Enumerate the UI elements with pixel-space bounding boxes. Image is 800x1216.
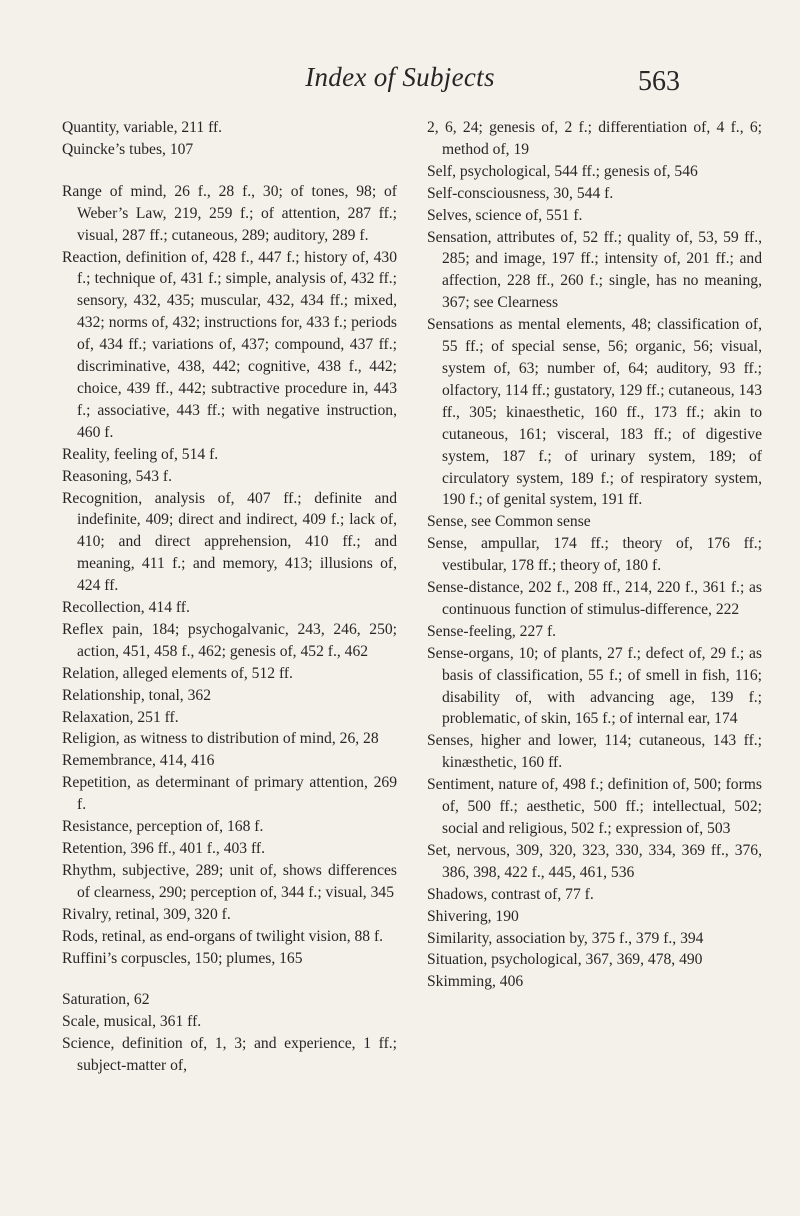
index-entry: Sense, see Common sense [427, 513, 591, 531]
index-entry: Sentiment, nature of, 498 f.; definition of, 500; forms of, 500 ff.; aesthetic, 500 ff.; intellectual, 502; social and religious, 502 f.; expression of, 503 [427, 776, 762, 837]
index-entry: Relaxation, 251 ff. [62, 708, 179, 726]
index-entry: Self-consciousness, 30, 544 f. [427, 184, 614, 202]
section-gap [62, 969, 397, 989]
index-entry: Sense-distance, 202 f., 208 ff., 214, 220 f., 361 f.; as continuous function of stimulus-difference, 222 [427, 579, 762, 618]
index-entry: Self, psychological, 544 ff.; genesis of, 546 [427, 162, 698, 180]
index-columns [62, 117, 762, 1077]
index-entry: Situation, psychological, 367, 369, 478, 490 [427, 951, 703, 969]
index-column-left [62, 117, 397, 1077]
index-entry: Scale, musical, 361 ff. [62, 1013, 202, 1031]
index-entry: Recollection, 414 ff. [62, 599, 190, 617]
index-entry: Sense-feeling, 227 f. [427, 622, 557, 640]
index-entry: Selves, science of, 551 f. [427, 206, 583, 224]
index-entry: Skimming, 406 [427, 973, 524, 991]
index-entry: Rhythm, subjective, 289; unit of, shows differences of clearness, 290; perception of, 344 f.; visual, 345 [62, 861, 397, 901]
index-entry: Quantity, variable, 211 ff. [62, 119, 223, 136]
index-entry: Relationship, tonal, 362 [62, 686, 211, 704]
index-entry: Quincke’s tubes, 107 [62, 140, 194, 158]
index-entry: Reasoning, 543 f. [62, 467, 173, 485]
page-number: 563 [638, 66, 680, 97]
index-entry: Retention, 396 ff., 401 f., 403 ff. [62, 840, 265, 857]
index-entry: Shadows, contrast of, 77 f. [427, 885, 594, 903]
index-entry: Reflex pain, 184; psychogalvanic, 243, 246, 250; action, 451, 458 f., 462; genesis of, 452 f., 462 [62, 620, 397, 660]
running-head: Index of Subjects [305, 62, 495, 92]
index-entry: Religion, as witness to distribution of mind, 26, 28 [62, 730, 379, 748]
index-entry: Reality, feeling of, 514 f. [62, 445, 219, 463]
index-entry: Sensations as mental elements, 48; classification of, 55 ff.; of special sense, 56; organic, 56; visual, system of, 63; number of, 64; auditory, 93 ff.; olfactory, 114 ff.; gustatory, 129 ff.; cutaneous, 143 ff., 305; kinaesthetic, 160 ff., 173 ff.; akin to cutaneous, 161; visceral, 183 ff.; of digestive system, 187 f.; of urinary system, 189; of circulatory system, 189 f.; of respiratory system, 190 f.; of genital system, 191 ff. [427, 316, 762, 509]
index-entry: Range of mind, 26 f., 28 f., 30; of tones, 98; of Weber’s Law, 219, 259 f.; of attention, 287 ff.; visual, 287 ff.; cutaneous, 289; auditory, 289 f. [62, 182, 397, 244]
index-entry: Science, definition of, 1, 3; and experience, 1 ff.; subject-matter of, [62, 1035, 397, 1075]
index-entry: Rivalry, retinal, 309, 320 f. [62, 905, 231, 923]
index-entry: Recognition, analysis of, 407 ff.; definite and indefinite, 409; direct and indirect, 409 f.; lack of, 410; and direct apprehension, 410 ff.; and meaning, 411 f.; and memory, 413; illusions of, 424 ff. [62, 489, 397, 595]
index-entry: Reaction, definition of, 428 f., 447 f.; history of, 430 f.; technique of, 431 f.; simple, analysis of, 432 ff.; sensory, 432, 435; muscular, 432, 434 ff.; mixed, 432; norms of, 432; instructions for, 433 f.; periods of, 434 ff.; variations of, 437; compound, 437 ff.; discriminative, 438, 442; cognitive, 438 f., 442; choice, 439 ff., 442; subtractive procedure in, 443 f.; associative, 443 ff.; with negative instruction, 460 f. [62, 248, 397, 441]
index-entry: Sensation, attributes of, 52 ff.; quality of, 53, 59 ff., 285; and image, 197 ff.; intensity of, 201 ff.; and affection, 228 ff., 260 f.; single, has no meaning, 367; see Clearness [427, 228, 762, 312]
index-entry: Relation, alleged elements of, 512 ff. [62, 664, 293, 682]
index-entry: Remembrance, 414, 416 [62, 752, 215, 770]
index-entry: Ruffini’s corpuscles, 150; plumes, 165 [62, 949, 303, 967]
index-entry: Sense-organs, 10; of plants, 27 f.; defect of, 29 f.; as basis of classification, 55 f.; of smell in fish, 116; disability of, with advancing age, 139 f.; problematic, of skin, 165 f.; of internal ear, 174 [427, 644, 762, 728]
index-entry: Senses, higher and lower, 114; cutaneous, 143 ff.; kinæsthetic, 160 ff. [427, 732, 762, 772]
index-entry: Saturation, 62 [62, 991, 150, 1009]
section-gap [62, 161, 397, 181]
index-entry: Set, nervous, 309, 320, 323, 330, 334, 369 ff., 376, 386, 398, 422 f., 445, 461, 536 [427, 841, 762, 881]
page-header [0, 58, 800, 106]
index-entry: Shivering, 190 [427, 907, 519, 925]
index-entry: Resistance, perception of, 168 f. [62, 818, 264, 836]
index-entry: Sense, ampullar, 174 ff.; theory of, 176 ff.; vestibular, 178 ff.; theory of, 180 f. [427, 535, 762, 575]
index-entry: Rods, retinal, as end-organs of twilight vision, 88 f. [62, 927, 384, 945]
index-entry: Repetition, as determinant of primary attention, 269 f. [62, 774, 397, 814]
index-column-right [427, 117, 762, 1077]
index-entry: Similarity, association by, 375 f., 379 f., 394 [427, 929, 704, 947]
index-entry: 2, 6, 24; genesis of, 2 f.; differentiation of, 4 f., 6; method of, 19 [427, 119, 762, 158]
